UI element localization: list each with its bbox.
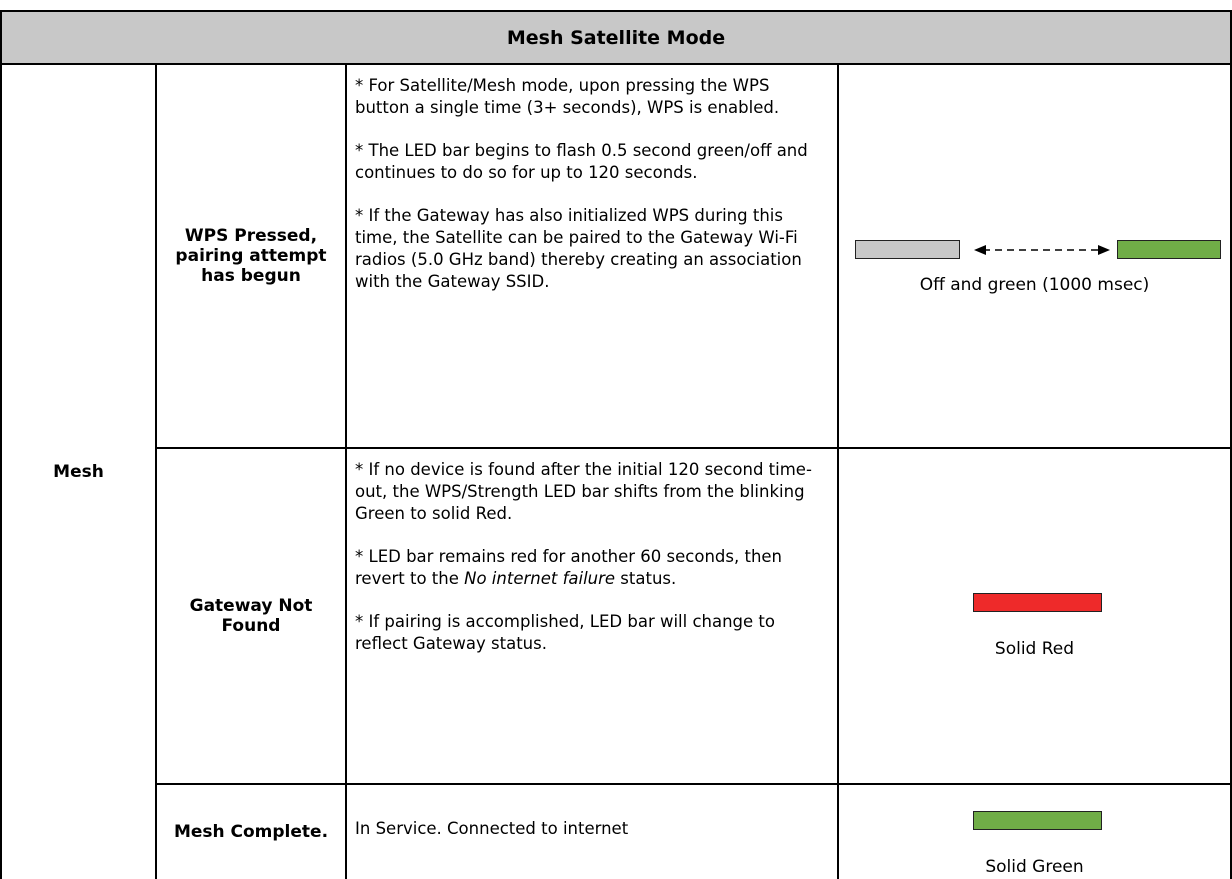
row-description-cell bbox=[345, 783, 837, 879]
led-caption: Solid Green bbox=[985, 857, 1084, 877]
row-label-mesh-complete: Mesh Complete. bbox=[173, 822, 329, 842]
row-description-cell bbox=[345, 63, 837, 447]
table-title: Mesh Satellite Mode bbox=[506, 26, 726, 49]
mesh-satellite-mode-table bbox=[0, 10, 1232, 879]
double-arrow-icon bbox=[973, 241, 1111, 259]
group-label: Mesh bbox=[53, 462, 104, 482]
row-label-cell bbox=[155, 63, 345, 447]
led-indicator-cell bbox=[837, 783, 1232, 879]
row-description-cell bbox=[345, 447, 837, 783]
description-paragraph: In Service. Connected to internet bbox=[355, 819, 629, 838]
led-indicator-cell bbox=[837, 63, 1232, 447]
led-indicator-cell bbox=[837, 447, 1232, 783]
led-bar-red bbox=[973, 593, 1102, 612]
description-paragraph: * For Satellite/Mesh mode, upon pressing the WPS button a single time (3+ seconds), WPS is enabled. bbox=[355, 76, 780, 117]
row-label-wps-pressed: WPS Pressed, pairing attempt has begun bbox=[175, 226, 327, 286]
description-emphasis: No internet failure bbox=[464, 569, 616, 588]
led-bar-green bbox=[1117, 240, 1221, 259]
led-bar-green bbox=[973, 811, 1102, 830]
group-cell-mesh bbox=[0, 63, 155, 879]
description-paragraph bbox=[355, 546, 829, 590]
led-caption: Solid Red bbox=[994, 639, 1075, 659]
row-label-cell bbox=[155, 783, 345, 879]
led-caption: Off and green (1000 msec) bbox=[919, 275, 1150, 295]
table-header bbox=[0, 10, 1232, 63]
description-text: * LED bar remains red for another 60 seconds, then revert to the bbox=[355, 547, 783, 588]
description-paragraph: * If the Gateway has also initialized WPS during this time, the Satellite can be paired to the Gateway Wi-Fi radios (5.0 GHz band) thereby creating an association with the Gateway SSID. bbox=[355, 206, 802, 291]
description-paragraph: * The LED bar begins to flash 0.5 second green/off and continues to do so for up to 120 seconds. bbox=[355, 141, 808, 182]
description-paragraph: * If no device is found after the initial 120 second time-out, the WPS/Strength LED bar shifts from the blinking Green to solid Red. bbox=[355, 460, 812, 523]
description-text: status. bbox=[615, 569, 677, 588]
row-label-gateway-not-found: Gateway Not Found bbox=[189, 596, 313, 636]
row-label-cell bbox=[155, 447, 345, 783]
led-bar-off bbox=[855, 240, 960, 259]
description-paragraph: * If pairing is accomplished, LED bar will change to reflect Gateway status. bbox=[355, 612, 775, 653]
